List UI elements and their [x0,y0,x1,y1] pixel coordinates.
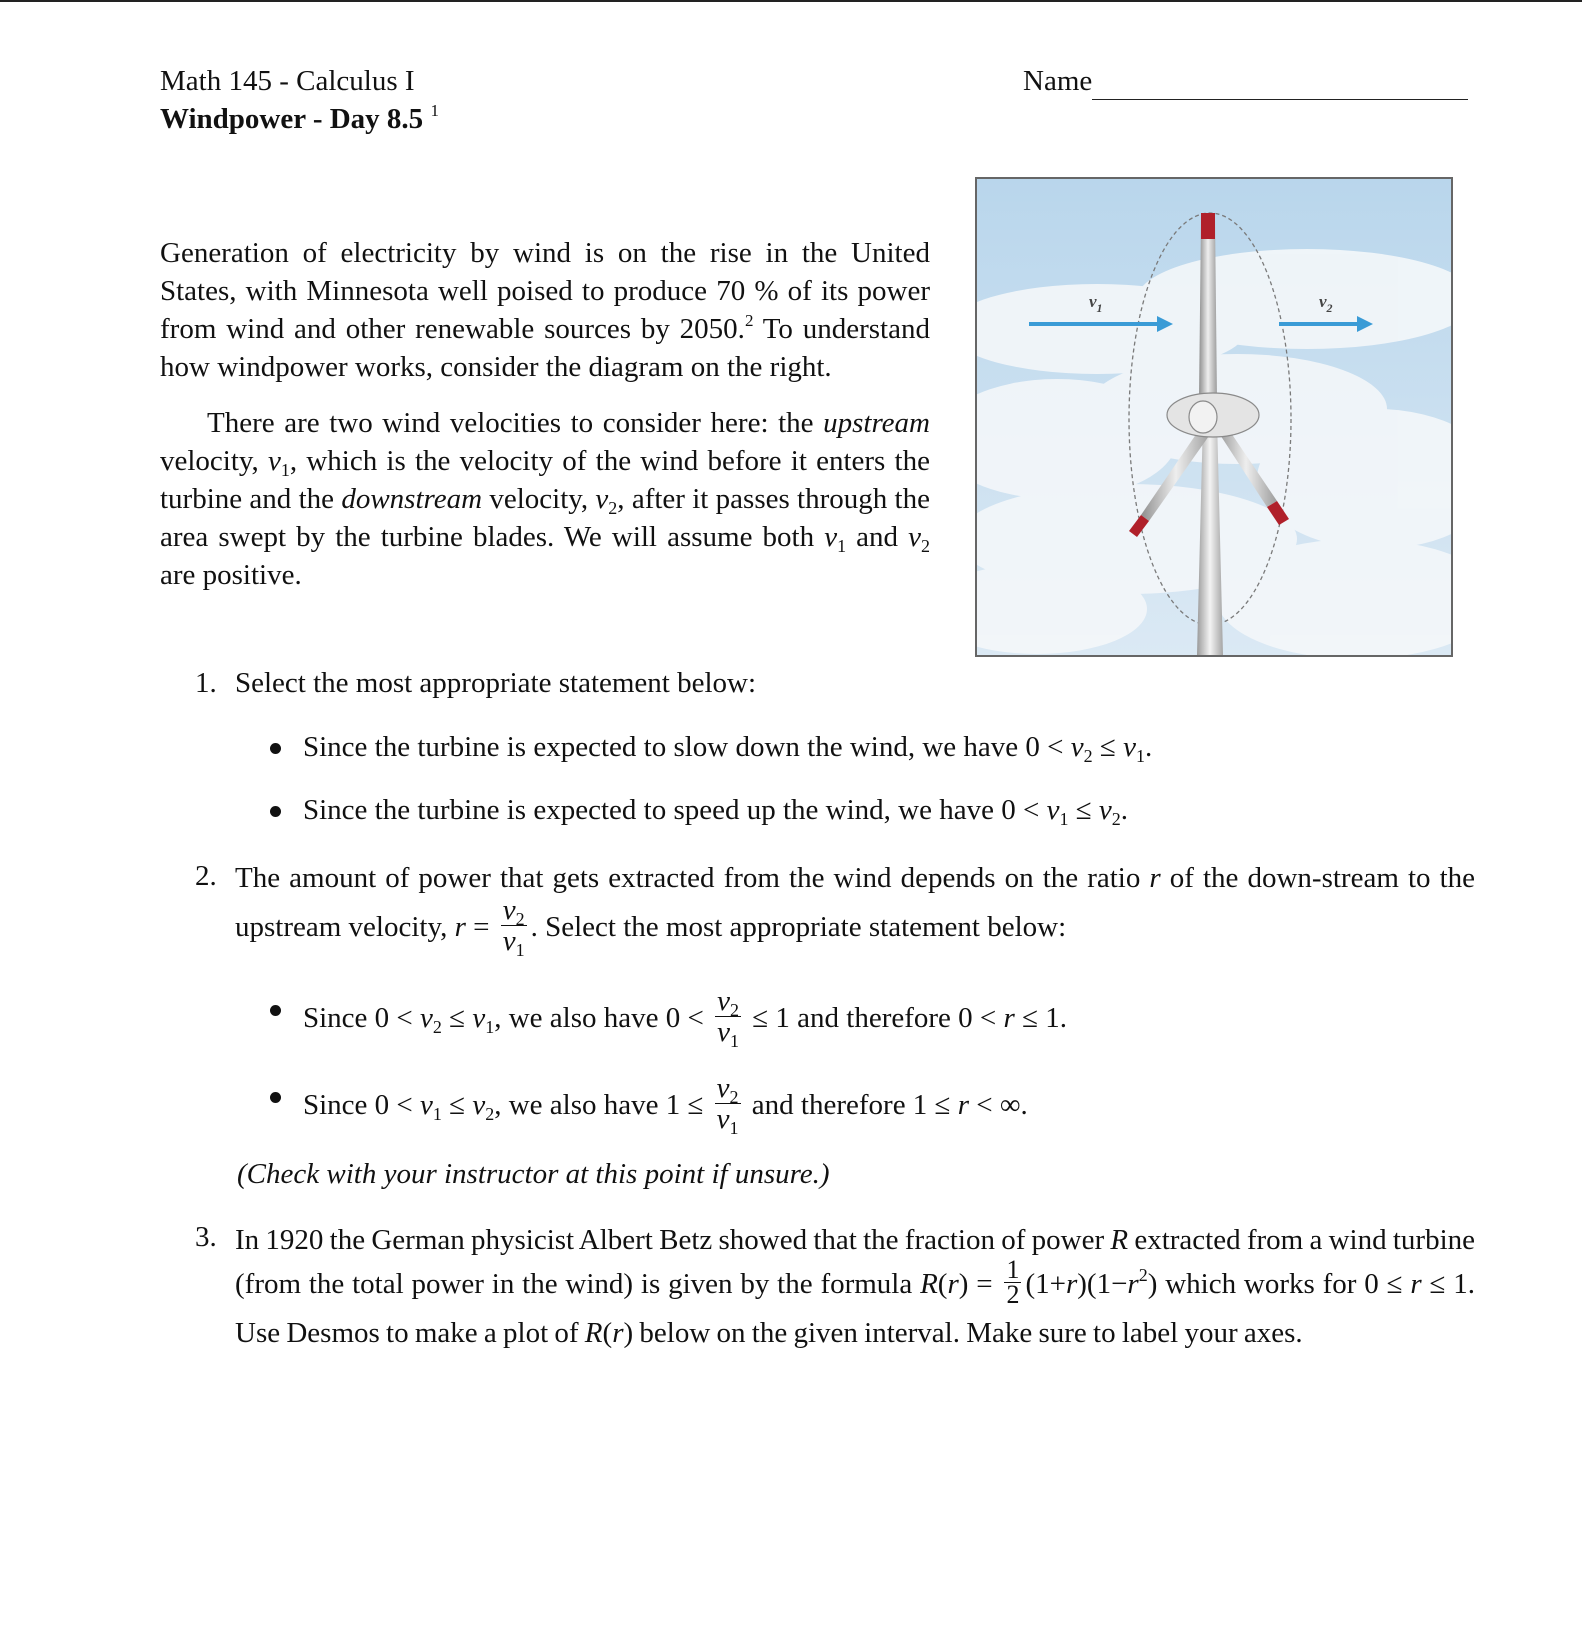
course-title: Math 145 - Calculus I [160,65,415,97]
bullet-icon [270,743,281,754]
rotor-hub [1189,401,1217,433]
question-3-text: In 1920 the German physicist Albert Betz showed that the fraction of power R extracted from a wind turbine (from the total power in the wind) is given by the formula R(r) = $\frac{1}{2}$ $(1+r)(1-r^2)$ which works for 0 ≤ r ≤ 1. Use Desmos to make a plot of R(r) below on the given interval. Make sure to label your axes. [235,1224,1475,1349]
q1-option-b[interactable]: Since the turbine is expected to speed up the wind, we have $0 < v_1 \le v_2$. [270,791,1470,831]
one-half-fraction: $\frac{1}{2}$ [1006,1255,1020,1309]
question-2 [195,857,1475,960]
q2-option-b[interactable]: Since $0 < v_1 \le v_2$, we also have 1 ≤ $\frac{v_2}{v_1}$ and therefore 1 ≤ r < ∞. [270,1077,1470,1117]
ratio-fraction: $\frac{v_2}{v_1}$ [716,1072,739,1138]
question-3-number: 3. [195,1221,217,1253]
label-v2: $v_2$ [1319,292,1333,315]
footnote-marker-1: 1 [430,101,439,120]
question-2-prompt: The amount of power that gets extracted from the wind depends on the ratio r of the down-stream to the upstream velocity, r = $\frac{v_2}{v_1}$ . Select the most appropriate statement below: [235,862,1475,960]
bullet-icon [270,1092,281,1103]
footnote-marker-2: 2 [744,311,754,330]
question-2-number: 2. [195,860,217,892]
name-field[interactable] [1023,62,1478,100]
bullet-icon [270,806,281,817]
question-1-prompt: Select the most appropriate statement below: [235,667,757,699]
q2-option-a[interactable]: Since $0 < v_2 \le v_1$, we also have 0 < $\frac{v_2}{v_1}$ ≤ 1 and therefore 0 < r ≤ 1. [270,990,1470,1030]
intro-paragraph-2: There are two wind velocities to consider here: the upstream velocity, $v_1$, which is the velocity of the wind before it enters the turbine and the downstream velocity, $v_2$, after it passes through the area swept by the turbine blades. We will assume both $v_1$ and $v_2$ are positive. [160,407,931,591]
wind-turbine-illustration [977,179,1451,655]
name-label: Name [1023,65,1093,97]
ratio-fraction: $\frac{v_2}{v_1}$ [502,894,525,960]
question-3 [195,1218,1475,1388]
blade-top [1199,217,1217,401]
label-v1: $v_1$ [1089,292,1103,315]
blade-top-tip [1201,213,1215,239]
question-1 [195,664,1475,704]
wind-turbine-diagram [975,177,1453,657]
betz-formula: R(r) = $\frac{1}{2}$ $(1+r)(1-r^2)$ [920,1255,1158,1309]
question-1-number: 1. [195,667,217,699]
instructor-note: (Check with your instructor at this point if unsure.) [237,1158,830,1190]
function-name: R(r) [584,1317,634,1349]
name-blank-line[interactable] [1092,69,1468,100]
worksheet-title: Windpower - Day 8.5 $^1$ [160,101,439,135]
bullet-icon [270,1005,281,1016]
top-rule [0,0,1582,2]
intro-text [160,234,930,594]
ratio-fraction: $\frac{v_2}{v_1}$ [717,985,739,1051]
intro-paragraph-1: Generation of electricity by wind is on the rise in the United States, with Minnesota well poised to produce 70 % of its power from wind and other renewable sources by 2050.$^2$ To understand how windpower works, consider the diagram on the right. [160,237,930,383]
plot-answer-area[interactable] [195,1420,1475,1620]
q1-option-a[interactable]: Since the turbine is expected to slow down the wind, we have $0 < v_2 \le v_1$. [270,728,1470,768]
